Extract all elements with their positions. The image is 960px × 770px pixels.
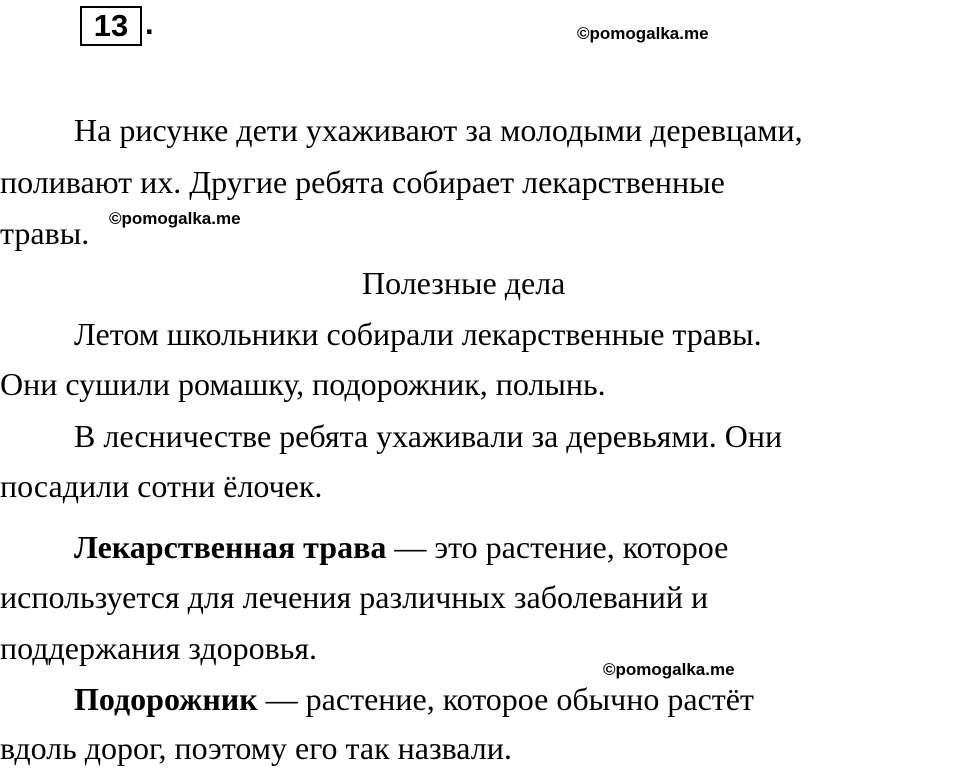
definition-2-line-1 xyxy=(74,679,754,719)
definition-2-rest: — растение, которое обычно растёт xyxy=(257,681,754,717)
definition-1-rest: — это растение, которое xyxy=(386,529,729,565)
definition-1-line-3: поддержания здоровья. xyxy=(0,630,318,666)
intro-line-3: травы. xyxy=(0,215,90,251)
definition-1-term: Лекарственная трава xyxy=(74,529,387,565)
definition-2-term: Подорожник xyxy=(74,681,258,717)
watermark-bottom: ©pomogalka.me xyxy=(603,660,735,679)
task-number: 13 xyxy=(93,8,129,43)
watermark-middle: ©pomogalka.me xyxy=(109,209,241,228)
definition-1-line-2: используется для лечения различных заболеваний и xyxy=(0,579,709,615)
story-p1-line-2: Они сушили ромашку, подорожник, полынь. xyxy=(0,366,606,402)
task-number-box xyxy=(80,6,142,46)
watermark-top: ©pomogalka.me xyxy=(577,24,709,43)
story-p2-line-2: посадили сотни ёлочек. xyxy=(0,468,323,504)
intro-line-1: На рисунке дети ухаживают за молодыми деревцами, xyxy=(74,112,803,148)
story-p2-line-1: В лесничестве ребята ухаживали за деревьями. Они xyxy=(74,418,783,454)
story-p1-line-1: Летом школьники собирали лекарственные травы. xyxy=(74,316,762,352)
definition-2-line-2: вдоль дорог, поэтому его так назвали. xyxy=(0,730,512,766)
definition-1-line-1 xyxy=(74,527,728,567)
story-title: Полезные дела xyxy=(362,265,566,301)
intro-line-2: поливают их. Другие ребята собирает лекарственные xyxy=(0,164,725,200)
task-number-dot: . xyxy=(145,6,154,41)
